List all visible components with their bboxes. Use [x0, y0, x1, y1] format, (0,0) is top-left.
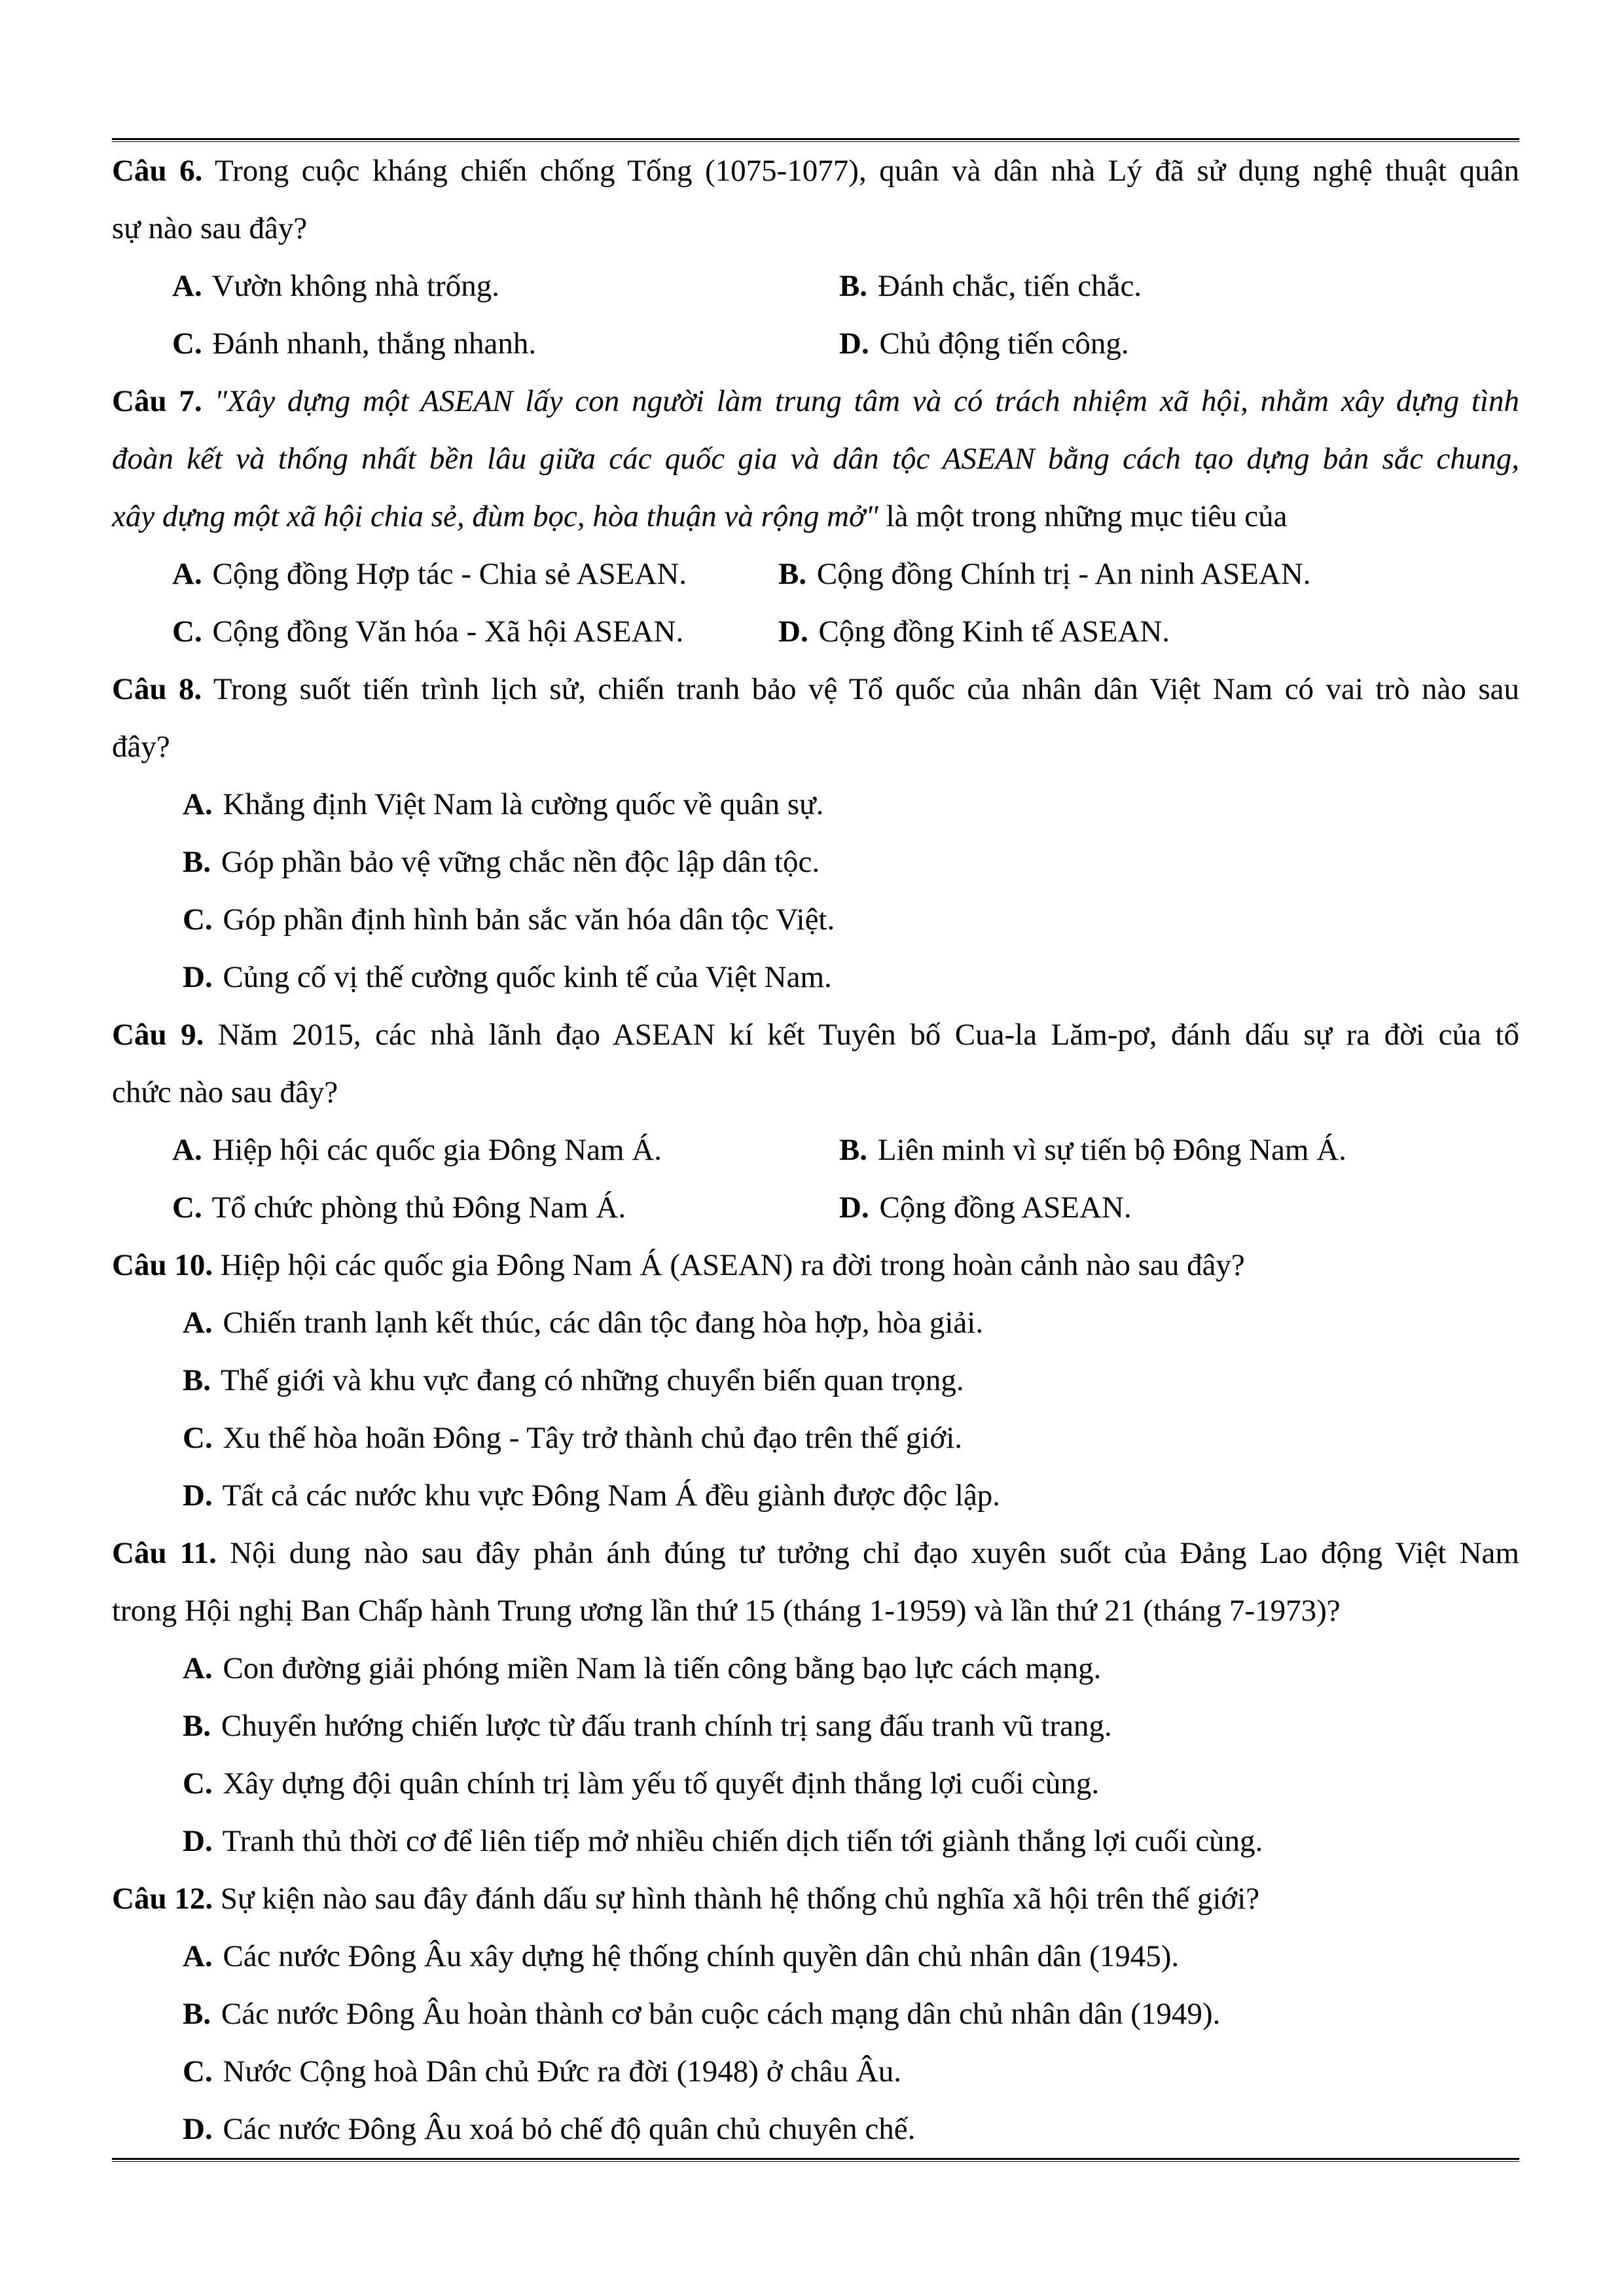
options-row — [112, 257, 1519, 315]
option-text: Vườn không nhà trống. — [211, 269, 499, 303]
options-row — [112, 1467, 1519, 1524]
question-cau-6 — [112, 142, 1519, 372]
option-b — [183, 1363, 964, 1397]
options-row — [112, 1352, 1519, 1409]
question-text: chức nào sau đây? — [112, 1075, 338, 1109]
bottom-separator — [112, 2158, 1519, 2162]
option-a — [183, 1306, 983, 1340]
option-label: D. — [183, 960, 213, 994]
question-cau-11 — [112, 1524, 1519, 1870]
option-b — [183, 1997, 1220, 2031]
question-number: Câu 6. — [112, 154, 203, 188]
options-row — [112, 1697, 1519, 1755]
option-text: Cộng đồng Hợp tác - Chia sẻ ASEAN. — [212, 557, 687, 591]
options-row — [112, 2100, 1519, 2158]
question-cau-8 — [112, 660, 1519, 1006]
question-text-line — [112, 430, 1519, 488]
question-text: xây dựng một xã hội chia sẻ, đùm bọc, hòa thuận và rộng mở" — [112, 499, 878, 533]
options-row — [112, 1985, 1519, 2043]
options-row — [112, 545, 1519, 603]
question-text: đoàn kết và thống nhất bền lâu giữa các quốc gia và dân tộc ASEAN bằng cách tạo dựng bản sắc chung, — [112, 442, 1519, 476]
option-text: Liên minh vì sự tiến bộ Đông Nam Á. — [877, 1133, 1346, 1167]
option-text: Hiệp hội các quốc gia Đông Nam Á. — [212, 1133, 662, 1167]
options-row — [112, 1409, 1519, 1467]
question-text-line — [112, 200, 1519, 257]
option-text: Các nước Đông Âu hoàn thành cơ bản cuộc cách mạng dân chủ nhân dân (1949). — [221, 1997, 1221, 2031]
option-label: B. — [183, 1363, 211, 1397]
options-row — [112, 1179, 1519, 1236]
questions-list — [112, 142, 1519, 2158]
option-d — [183, 2112, 915, 2146]
option-a — [183, 787, 823, 821]
option-label: A. — [183, 1306, 213, 1340]
option-text: Củng cố vị thế cường quốc kinh tế của Việt Nam. — [223, 960, 832, 994]
options-row — [112, 776, 1519, 833]
option-c — [172, 315, 839, 372]
question-text: Năm 2015, các nhà lãnh đạo ASEAN kí kết Tuyên bố Cua-la Lăm-pơ, đánh dấu sự ra đời của tổ — [204, 1018, 1519, 1052]
option-label: C. — [183, 903, 213, 937]
option-b — [839, 1121, 1519, 1179]
option-label: A. — [172, 269, 202, 303]
option-text: Chủ động tiến công. — [879, 327, 1129, 361]
option-d — [839, 1179, 1519, 1236]
question-text-line — [112, 1236, 1519, 1294]
option-label: B. — [183, 1709, 211, 1743]
question-number: Câu 9. — [112, 1018, 204, 1052]
option-c — [172, 603, 778, 660]
option-text: Góp phần định hình bản sắc văn hóa dân tộc Việt. — [223, 903, 835, 937]
question-number: Câu 11. — [112, 1536, 217, 1570]
question-text: là một trong những mục tiêu của — [878, 499, 1288, 533]
options-row — [112, 1812, 1519, 1870]
option-label: C. — [183, 1421, 213, 1455]
option-text: Các nước Đông Âu xây dựng hệ thống chính quyền dân chủ nhân dân (1945). — [223, 1939, 1180, 1973]
option-text: Cộng đồng Chính trị - An ninh ASEAN. — [816, 557, 1311, 591]
question-cau-9 — [112, 1006, 1519, 1236]
question-cau-10 — [112, 1236, 1519, 1524]
options-row — [112, 2043, 1519, 2100]
question-text: Sự kiện nào sau đây đánh dấu sự hình thành hệ thống chủ nghĩa xã hội trên thế giới? — [213, 1882, 1260, 1916]
option-text: Tranh thủ thời cơ để liên tiếp mở nhiều chiến dịch tiến tới giành thắng lợi cuối cùng. — [222, 1824, 1263, 1858]
option-label: C. — [183, 1767, 213, 1801]
option-b — [778, 545, 1519, 603]
option-text: Cộng đồng Văn hóa - Xã hội ASEAN. — [212, 615, 684, 649]
option-label: A. — [183, 1651, 213, 1685]
option-label: B. — [839, 269, 868, 303]
question-number: Câu 12. — [112, 1882, 213, 1916]
option-c — [183, 1767, 1099, 1801]
option-text: Chiến tranh lạnh kết thúc, các dân tộc đang hòa hợp, hòa giải. — [223, 1306, 984, 1340]
option-label: D. — [839, 1191, 869, 1225]
option-label: B. — [183, 845, 211, 879]
option-label: D. — [183, 1479, 213, 1513]
option-text: Nước Cộng hoà Dân chủ Đức ra đời (1948) ở châu Âu. — [223, 2054, 901, 2089]
options-row — [112, 1640, 1519, 1697]
option-label: C. — [172, 1191, 202, 1225]
option-text: Tổ chức phòng thủ Đông Nam Á. — [211, 1191, 626, 1225]
option-text: Cộng đồng Kinh tế ASEAN. — [818, 615, 1170, 649]
question-number: Câu 7. — [112, 384, 202, 418]
option-label: A. — [183, 1939, 213, 1973]
option-a — [183, 1651, 1101, 1685]
option-text: Đánh chắc, tiến chắc. — [877, 269, 1142, 303]
option-b — [183, 845, 820, 879]
options-row — [112, 833, 1519, 891]
option-label: C. — [172, 327, 202, 361]
options-row — [112, 1928, 1519, 1985]
question-text: Trong suốt tiến trình lịch sử, chiến tranh bảo vệ Tổ quốc của nhân dân Việt Nam có vai trò nào sau — [202, 672, 1519, 706]
question-text-line — [112, 660, 1519, 718]
option-text: Chuyển hướng chiến lược từ đấu tranh chính trị sang đấu tranh vũ trang. — [221, 1709, 1112, 1743]
options-row — [112, 1294, 1519, 1352]
question-text-line — [112, 1064, 1519, 1121]
question-text-line — [112, 372, 1519, 430]
option-text: Tất cả các nước khu vực Đông Nam Á đều giành được độc lập. — [222, 1479, 1001, 1513]
option-label: B. — [778, 557, 807, 591]
question-text: trong Hội nghị Ban Chấp hành Trung ương lần thứ 15 (tháng 1-1959) và lần thứ 21 (tháng 7-1973)? — [112, 1594, 1341, 1628]
question-text: "Xây dựng một ASEAN lấy con người làm trung tâm và có trách nhiệm xã hội, nhằm xây dựng tình — [202, 384, 1519, 418]
option-label: C. — [183, 2054, 213, 2089]
option-text: Xây dựng đội quân chính trị làm yếu tố quyết định thắng lợi cuối cùng. — [223, 1767, 1100, 1801]
question-text: Trong cuộc kháng chiến chống Tống (1075-1077), quân và dân nhà Lý đã sử dụng nghệ thuật quân — [202, 154, 1519, 188]
option-c — [183, 903, 835, 937]
option-text: Khẳng định Việt Nam là cường quốc về quân sự. — [223, 787, 824, 821]
option-text: Xu thế hòa hoãn Đông - Tây trở thành chủ đạo trên thế giới. — [223, 1421, 963, 1455]
question-text-line — [112, 142, 1519, 200]
option-text: Các nước Đông Âu xoá bỏ chế độ quân chủ chuyên chế. — [223, 2112, 916, 2146]
option-a — [183, 1939, 1179, 1973]
options-row — [112, 891, 1519, 948]
option-label: A. — [183, 787, 213, 821]
option-a — [172, 545, 778, 603]
option-text: Con đường giải phóng miền Nam là tiến công bằng bạo lực cách mạng. — [223, 1651, 1102, 1685]
question-text: sự nào sau đây? — [112, 211, 308, 245]
option-b — [183, 1709, 1112, 1743]
option-d — [183, 1479, 1000, 1513]
option-label: B. — [839, 1133, 868, 1167]
options-row — [112, 315, 1519, 372]
option-d — [778, 603, 1519, 660]
option-b — [839, 257, 1519, 315]
question-text: đây? — [112, 730, 170, 764]
option-text: Đánh nhanh, thắng nhanh. — [212, 327, 537, 361]
option-label: D. — [183, 2112, 213, 2146]
option-d — [183, 960, 832, 994]
options-row — [112, 603, 1519, 660]
options-row — [112, 1755, 1519, 1812]
option-label: B. — [183, 1997, 211, 2031]
question-number: Câu 8. — [112, 672, 202, 706]
option-text: Cộng đồng ASEAN. — [879, 1191, 1132, 1225]
option-label: D. — [778, 615, 808, 649]
question-text-line — [112, 718, 1519, 776]
option-c — [172, 1179, 839, 1236]
question-text-line — [112, 1582, 1519, 1640]
option-c — [183, 2054, 901, 2089]
question-text: Hiệp hội các quốc gia Đông Nam Á (ASEAN) ra đời trong hoàn cảnh nào sau đây? — [213, 1248, 1245, 1282]
question-cau-12 — [112, 1870, 1519, 2158]
question-text-line — [112, 1870, 1519, 1928]
options-row — [112, 948, 1519, 1006]
question-text: Nội dung nào sau đây phản ánh đúng tư tưởng chỉ đạo xuyên suốt của Đảng Lao động Việt Nam — [216, 1536, 1519, 1570]
option-text: Góp phần bảo vệ vững chắc nền độc lập dân tộc. — [221, 845, 820, 879]
question-number: Câu 10. — [112, 1248, 213, 1282]
option-d — [183, 1824, 1263, 1858]
exam-page — [112, 138, 1519, 2162]
option-label: D. — [183, 1824, 213, 1858]
option-a — [172, 257, 839, 315]
option-label: A. — [172, 557, 202, 591]
option-c — [183, 1421, 962, 1455]
option-label: D. — [839, 327, 869, 361]
question-text-line — [112, 488, 1519, 545]
option-label: C. — [172, 615, 202, 649]
question-cau-7 — [112, 372, 1519, 660]
option-text: Thế giới và khu vực đang có những chuyển biến quan trọng. — [221, 1363, 964, 1397]
options-row — [112, 1121, 1519, 1179]
option-a — [172, 1121, 839, 1179]
option-label: A. — [172, 1133, 202, 1167]
question-text-line — [112, 1524, 1519, 1582]
question-text-line — [112, 1006, 1519, 1064]
option-d — [839, 315, 1519, 372]
